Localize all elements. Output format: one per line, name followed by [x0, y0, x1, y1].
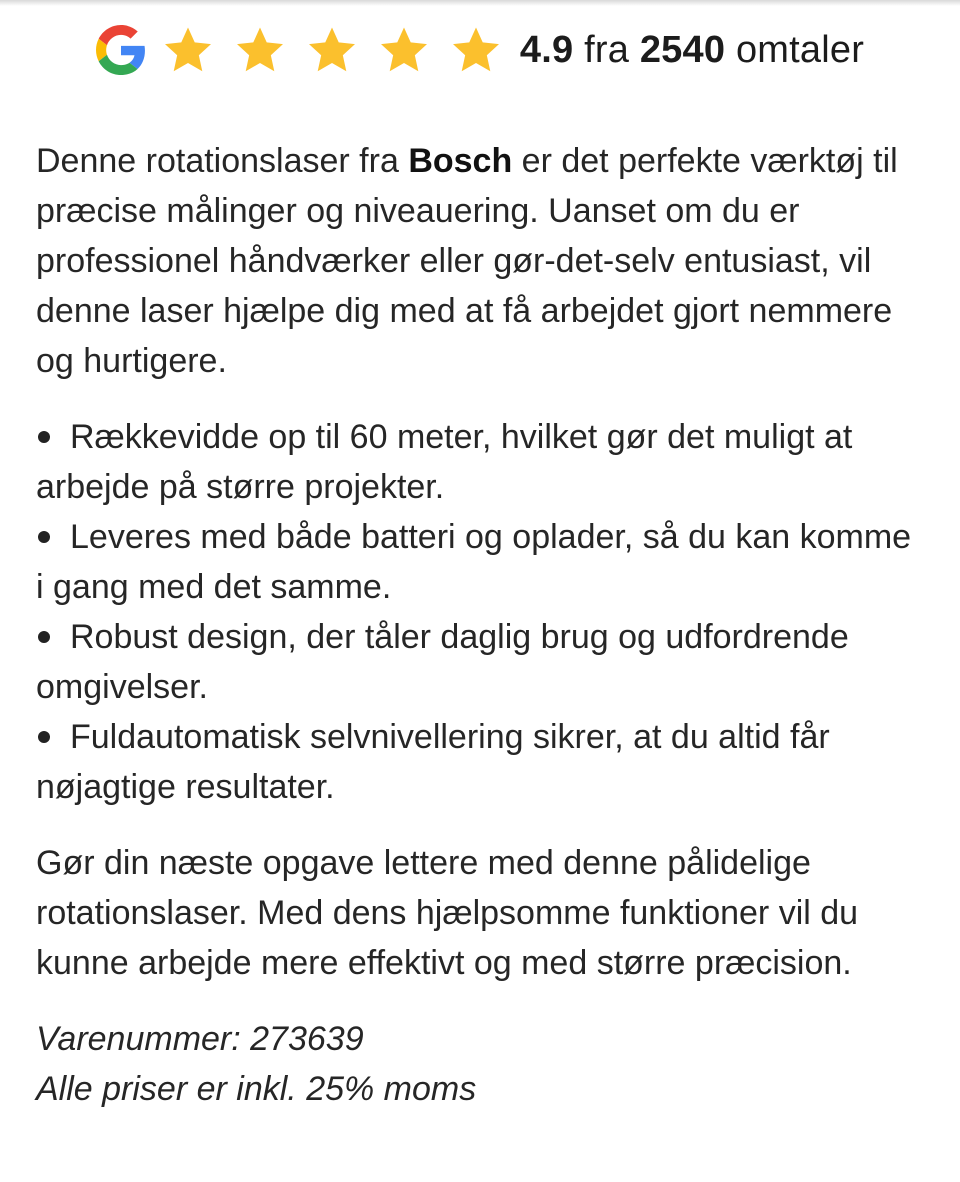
top-edge-shadow	[0, 0, 960, 6]
product-meta	[36, 1014, 926, 1114]
review-count: 2540	[639, 28, 726, 71]
star-icon	[378, 24, 430, 76]
closing-paragraph: Gør din næste opgave lettere med denne pålidelige rotationslaser. Med dens hjælpsomme funktioner vil du kunne arbejde mere effektivt og med større præcision.	[36, 844, 859, 982]
list-item-text: Leveres med både batteri og oplader, så du kan komme i gang med det samme.	[36, 518, 912, 606]
list-item	[36, 612, 926, 712]
bullet-icon	[38, 631, 50, 643]
brand-name: Bosch	[408, 142, 513, 180]
intro-paragraph	[36, 136, 926, 386]
list-item	[36, 412, 926, 512]
rating-score: 4.9	[519, 28, 574, 71]
bullet-icon	[38, 431, 50, 443]
reviews-word: omtaler	[735, 28, 865, 71]
star-rating	[162, 24, 502, 76]
bullet-icon	[38, 731, 50, 743]
star-icon	[450, 24, 502, 76]
star-icon	[306, 24, 358, 76]
product-description	[36, 136, 926, 1114]
item-number: Varenummer: 273639	[36, 1020, 364, 1058]
star-icon	[162, 24, 214, 76]
rating-summary[interactable]	[0, 20, 960, 80]
feature-list	[36, 412, 926, 812]
list-item	[36, 712, 926, 812]
star-icon	[234, 24, 286, 76]
list-item-text: Fuldautomatisk selvnivellering sikrer, at du altid får nøjagtige resultater.	[36, 718, 830, 806]
list-item-text: Robust design, der tåler daglig brug og udfordrende omgivelser.	[36, 618, 849, 706]
google-g-icon	[96, 25, 146, 75]
list-item	[36, 512, 926, 612]
rating-text	[520, 29, 864, 72]
intro-prefix: Denne rotationslaser fra	[36, 142, 409, 180]
vat-note: Alle priser er inkl. 25% moms	[36, 1070, 477, 1108]
bullet-icon	[38, 531, 50, 543]
intro-suffix: er det perfekte værktøj til præcise målinger og niveauering. Uanset om du er professionel håndværker eller gør-det-selv entusiast, vil denne laser hjælpe dig med at få arbejdet gjort nemmere og hurtigere.	[36, 142, 898, 380]
rating-from-word: fra	[584, 28, 630, 71]
list-item-text: Rækkevidde op til 60 meter, hvilket gør det muligt at arbejde på større projekter.	[36, 418, 853, 506]
